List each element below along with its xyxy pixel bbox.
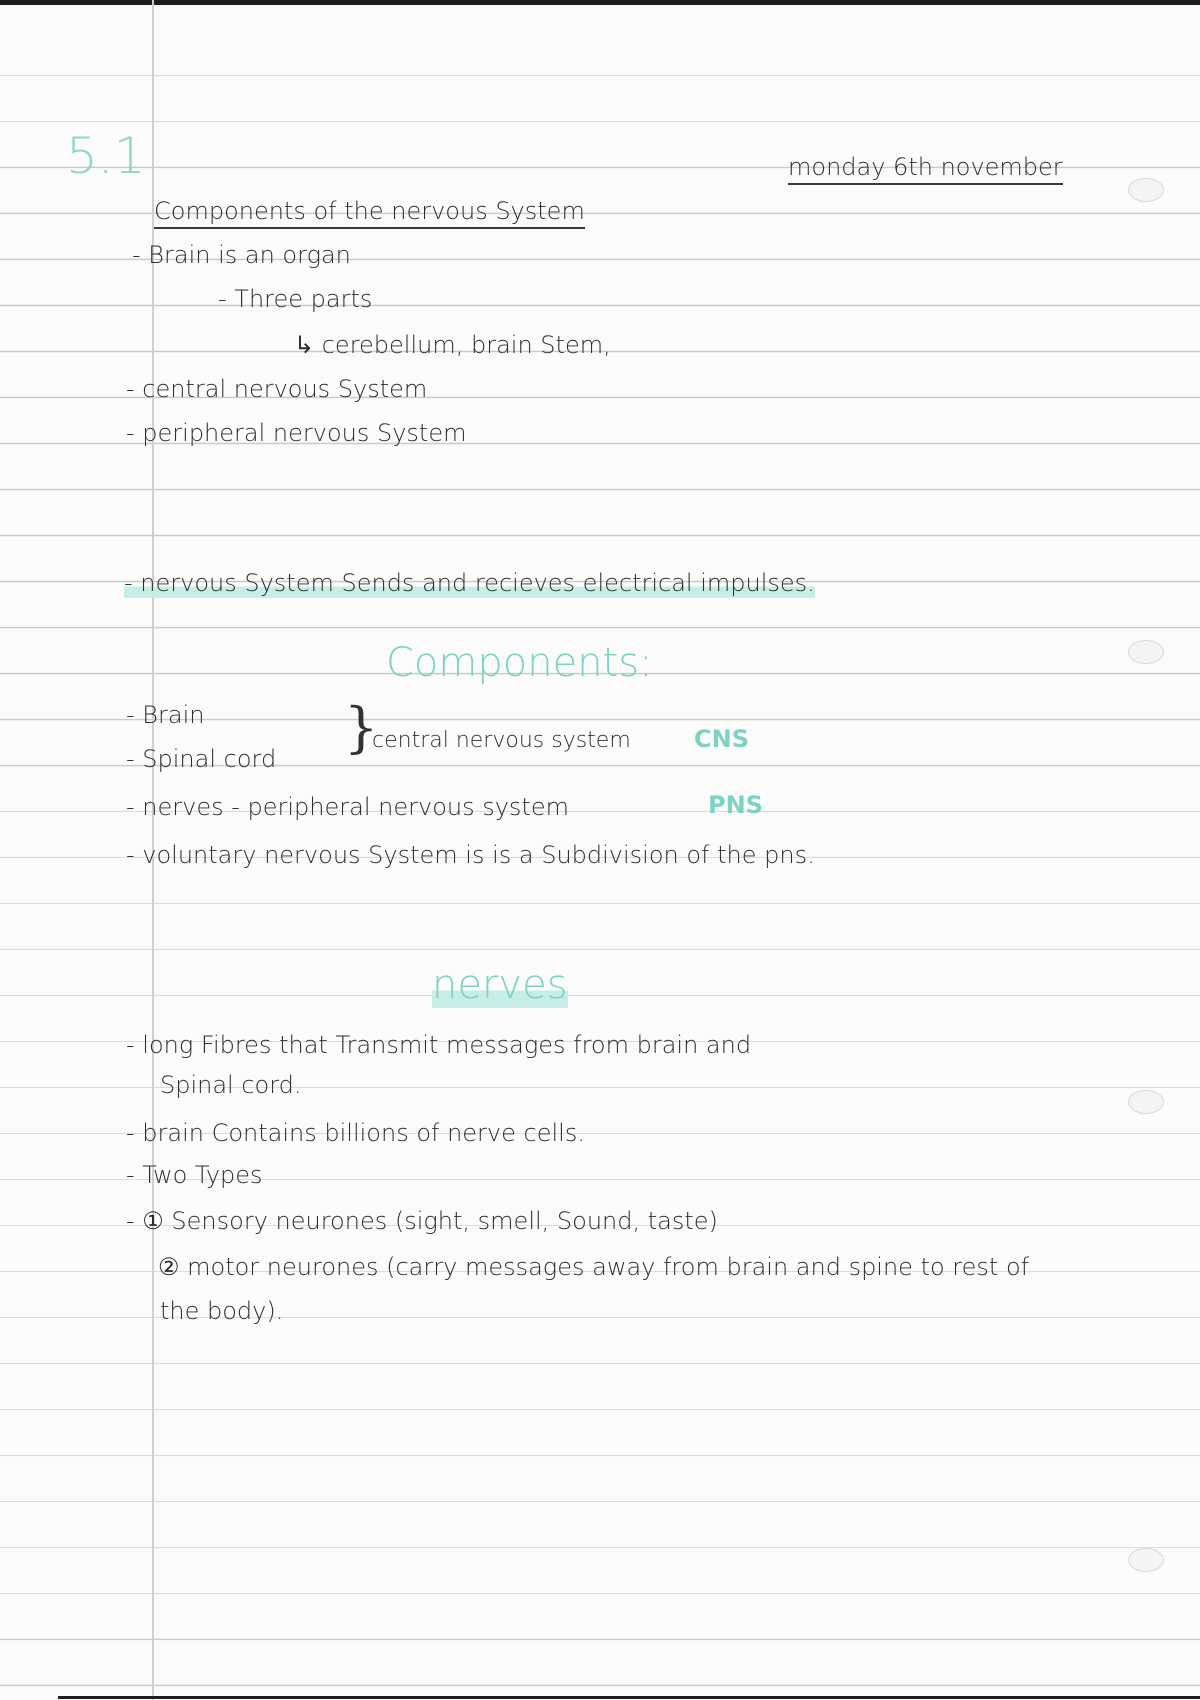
note-line: - Brain is an organ [132, 241, 351, 269]
punch-hole [1128, 1548, 1164, 1572]
note-line: ↳ cerebellum, brain Stem, [294, 331, 611, 359]
brace-icon: } [344, 696, 379, 759]
component-item: - Spinal cord [126, 745, 277, 773]
cns-label: central nervous system [372, 728, 631, 753]
component-item: - voluntary nervous System is is a Subdivision of the pns. [126, 841, 815, 869]
note-line: - ① Sensory neurones (sight, smell, Sound, taste) [126, 1207, 718, 1235]
section-heading-nerves: nerves [432, 962, 568, 1008]
pns-abbr: PNS [708, 791, 763, 819]
date: monday 6th november [788, 152, 1063, 185]
page-number: 5.1 [66, 127, 146, 185]
note-line: - peripheral nervous System [126, 419, 467, 447]
top-border [0, 0, 1200, 5]
punch-hole [1128, 1090, 1164, 1114]
note-line: - long Fibres that Transmit messages from brain and [126, 1031, 752, 1059]
note-line: - Three parts [218, 285, 373, 313]
punch-hole [1128, 640, 1164, 664]
component-item: - Brain [126, 701, 205, 729]
note-line: - Two Types [126, 1161, 263, 1189]
page-title: Components of the nervous System [154, 196, 585, 229]
note-line: - brain Contains billions of nerve cells. [126, 1119, 585, 1147]
note-line: - central nervous System [126, 375, 428, 403]
cns-abbr: CNS [694, 725, 749, 753]
punch-hole [1128, 178, 1164, 202]
bottom-border [58, 1696, 1200, 1699]
note-line: Spinal cord. [160, 1071, 302, 1099]
note-line: the body). [160, 1297, 284, 1325]
component-item: - nerves - peripheral nervous system [126, 793, 569, 821]
note-line: - nervous System Sends and recieves electrical impulses. [124, 569, 815, 597]
section-heading-components: Components: [386, 640, 653, 686]
note-line: ② motor neurones (carry messages away from brain and spine to rest of [158, 1253, 1030, 1281]
